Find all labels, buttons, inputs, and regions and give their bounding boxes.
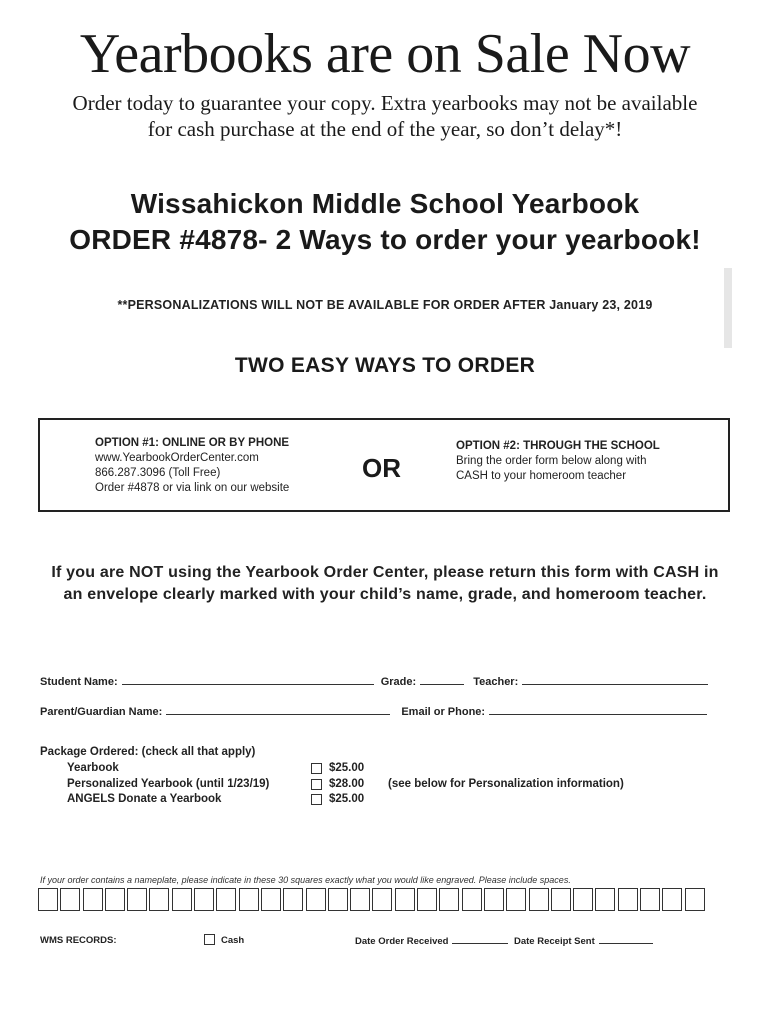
order-heading: ORDER #4878- 2 Ways to order your yearbook!	[69, 224, 701, 255]
page-title: Yearbooks are on Sale Now	[79, 23, 691, 85]
nameplate-square[interactable]	[283, 888, 303, 911]
yearbook-price: $25.00	[329, 762, 365, 774]
nameplate-square[interactable]	[60, 888, 80, 911]
nameplate-square[interactable]	[261, 888, 281, 911]
instructions-line-2: an envelope clearly marked with your child’s name, grade, and homeroom teacher.	[63, 586, 707, 603]
return-instructions	[0, 562, 770, 606]
teacher-field[interactable]	[522, 674, 708, 685]
nameplate-square[interactable]	[216, 888, 236, 911]
order-options-box	[38, 418, 730, 512]
contact-label: Email or Phone:	[401, 706, 486, 718]
date-received-label: Date Order Received	[355, 936, 449, 947]
option-1-website-link[interactable]: www.YearbookOrderCenter.com	[95, 452, 259, 464]
package-item-personalized: Personalized Yearbook (until 1/23/19)	[67, 778, 270, 790]
option-2-line-2: CASH to your homeroom teacher	[456, 470, 627, 482]
nameplate-square[interactable]	[372, 888, 392, 911]
option-1	[95, 436, 289, 496]
school-heading: Wissahickon Middle School Yearbook	[130, 188, 640, 219]
personalization-note: (see below for Personalization information)	[388, 778, 624, 790]
option-2-line-1: Bring the order form below along with	[456, 455, 647, 467]
option-1-heading: OPTION #1: ONLINE OR BY PHONE	[95, 437, 290, 449]
date-received-row	[355, 935, 512, 947]
nameplate-square[interactable]	[484, 888, 504, 911]
instructions-line-1: If you are NOT using the Yearbook Order Center, please return this form with CASH in	[51, 564, 719, 581]
teacher-label: Teacher:	[473, 676, 519, 688]
student-name-field[interactable]	[122, 674, 374, 685]
cash-label: Cash	[221, 935, 245, 946]
package-item-angels: ANGELS Donate a Yearbook	[67, 793, 222, 805]
date-received-field[interactable]	[452, 935, 508, 944]
nameplate-square[interactable]	[685, 888, 705, 911]
nameplate-square[interactable]	[83, 888, 103, 911]
nameplate-squares	[38, 888, 707, 911]
parent-name-field[interactable]	[166, 704, 390, 715]
intro-line-2: for cash purchase at the end of the year, so don’t delay*!	[147, 117, 623, 141]
nameplate-square[interactable]	[239, 888, 259, 911]
nameplate-square[interactable]	[662, 888, 682, 911]
date-sent-label: Date Receipt Sent	[514, 936, 595, 947]
nameplate-square[interactable]	[194, 888, 214, 911]
nameplate-square[interactable]	[573, 888, 593, 911]
personalized-checkbox[interactable]	[311, 779, 322, 790]
student-name-label: Student Name:	[40, 676, 118, 688]
nameplate-square[interactable]	[38, 888, 58, 911]
grade-label: Grade:	[380, 676, 417, 688]
nameplate-square[interactable]	[506, 888, 526, 911]
option-1-phone: 866.287.3096 (Toll Free)	[95, 467, 221, 479]
nameplate-square[interactable]	[350, 888, 370, 911]
nameplate-square[interactable]	[172, 888, 192, 911]
nameplate-square[interactable]	[127, 888, 147, 911]
nameplate-square[interactable]	[595, 888, 615, 911]
option-1-order: Order #4878 or via link on our website	[95, 482, 290, 494]
cash-checkbox[interactable]	[204, 934, 215, 945]
nameplate-square[interactable]	[618, 888, 638, 911]
personalized-price: $28.00	[329, 778, 365, 790]
nameplate-square[interactable]	[105, 888, 125, 911]
intro-line-1: Order today to guarantee your copy. Extra yearbooks may not be available	[72, 91, 698, 115]
date-sent-row	[514, 935, 657, 947]
angels-checkbox[interactable]	[311, 794, 322, 805]
angels-price: $25.00	[329, 793, 365, 805]
parent-row	[40, 704, 711, 718]
grade-field[interactable]	[420, 674, 464, 685]
edge-shadow	[724, 268, 732, 348]
nameplate-square[interactable]	[529, 888, 549, 911]
nameplate-note: If your order contains a nameplate, please indicate in these 30 squares exactly what you would like engraved. Please include spaces.	[40, 875, 571, 885]
nameplate-square[interactable]	[328, 888, 348, 911]
student-row	[40, 674, 712, 688]
nameplate-square[interactable]	[306, 888, 326, 911]
parent-name-label: Parent/Guardian Name:	[40, 706, 163, 718]
nameplate-square[interactable]	[417, 888, 437, 911]
or-separator: OR	[362, 453, 401, 483]
contact-field[interactable]	[489, 704, 707, 715]
nameplate-square[interactable]	[149, 888, 169, 911]
option-2	[456, 439, 660, 484]
date-sent-field[interactable]	[599, 935, 653, 944]
package-heading: Package Ordered: (check all that apply)	[40, 746, 256, 758]
wms-records-label: WMS RECORDS:	[40, 935, 117, 946]
intro-text	[0, 90, 770, 142]
personalization-notice: **PERSONALIZATIONS WILL NOT BE AVAILABLE FOR ORDER AFTER January 23, 2019	[117, 298, 653, 312]
package-item-yearbook: Yearbook	[67, 762, 119, 774]
yearbook-checkbox[interactable]	[311, 763, 322, 774]
nameplate-square[interactable]	[462, 888, 482, 911]
nameplate-square[interactable]	[439, 888, 459, 911]
nameplate-square[interactable]	[395, 888, 415, 911]
option-2-heading: OPTION #2: THROUGH THE SCHOOL	[456, 440, 660, 452]
ways-heading: TWO EASY WAYS TO ORDER	[234, 354, 536, 377]
nameplate-square[interactable]	[640, 888, 660, 911]
nameplate-square[interactable]	[551, 888, 571, 911]
